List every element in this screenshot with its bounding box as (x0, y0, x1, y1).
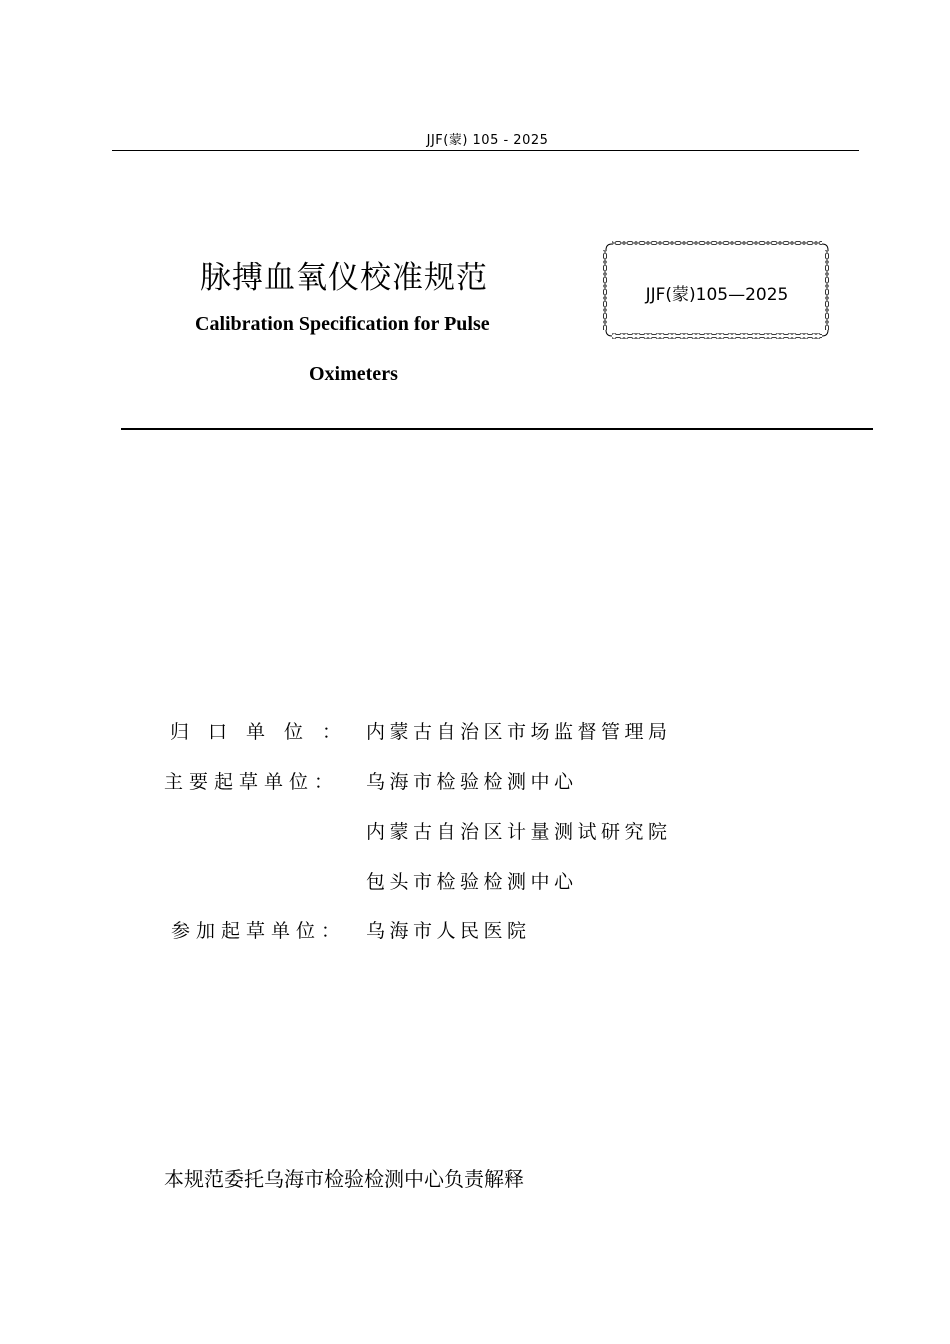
document-title-english-line2: Oximeters (309, 363, 398, 385)
title-divider (121, 428, 873, 430)
responsible-unit-value: 内蒙古自治区市场监督管理局 (366, 721, 672, 743)
header-divider (112, 150, 859, 151)
main-drafter-2: 内蒙古自治区计量测试研究院 (366, 821, 672, 843)
document-title-english-line1: Calibration Specification for Pulse (195, 313, 490, 335)
main-drafter-3: 包头市检验检测中心 (366, 871, 578, 893)
participating-drafter: 乌海市人民医院 (366, 920, 531, 942)
running-header-code: JJF(蒙) 105 - 2025 (426, 133, 549, 148)
specification-code-box (602, 240, 832, 340)
main-drafter-1: 乌海市检验检测中心 (366, 771, 578, 793)
participating-drafters-label: 参加起草单位： (171, 920, 347, 942)
document-title-chinese: 脉搏血氧仪校准规范 (200, 260, 488, 296)
interpretation-note: 本规范委托乌海市检验检测中心负责解释 (164, 1167, 524, 1191)
responsible-unit-label: 归口单位： (170, 721, 361, 743)
specification-code: JJF(蒙)105—2025 (645, 285, 789, 305)
main-drafters-label: 主要起草单位： (164, 771, 340, 793)
